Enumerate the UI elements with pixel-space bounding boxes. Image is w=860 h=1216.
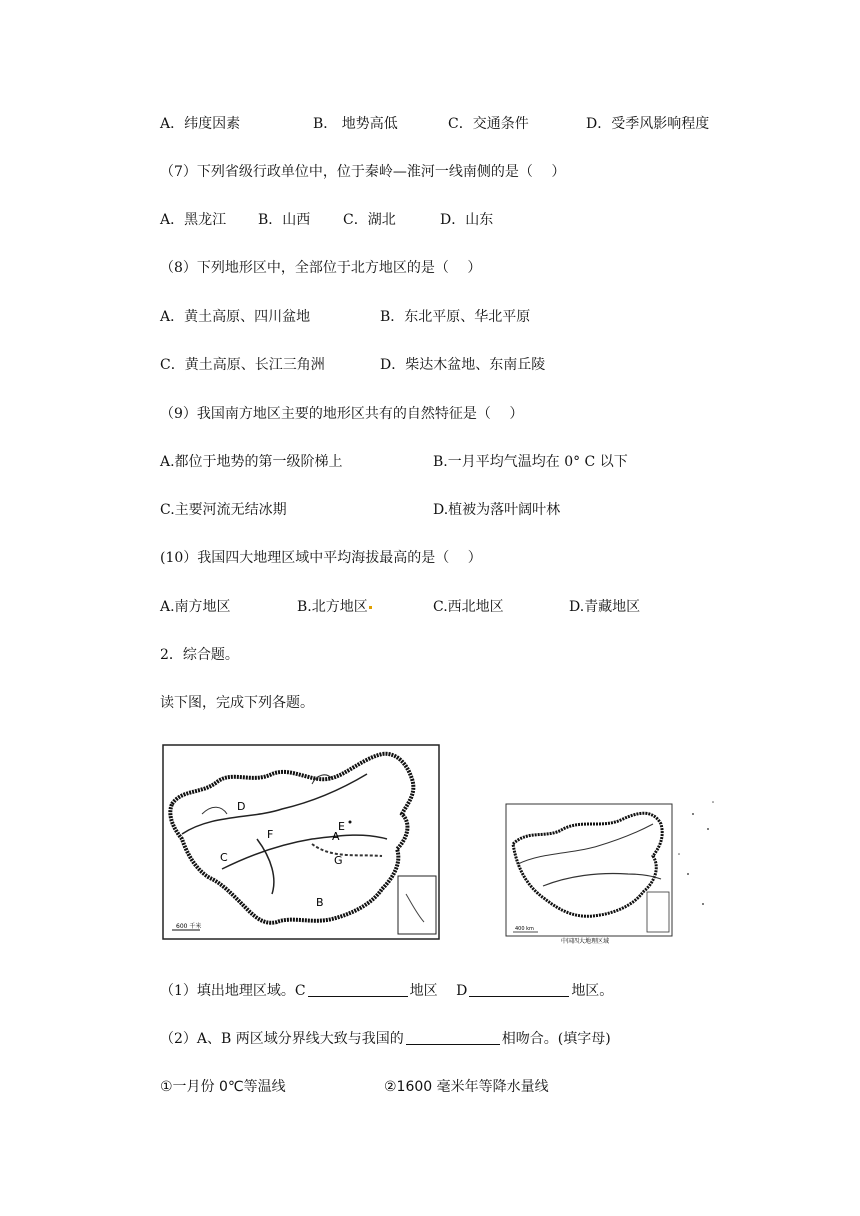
q7-stem: （7）下列省级行政单位中，位于秦岭—淮河一线南侧的是（ ） [160,164,566,180]
small-map-scale: 400 km [515,926,534,932]
blank-d[interactable] [469,982,569,997]
q7-option-d: D．山东 [440,212,494,228]
q8-stem: （8）下列地形区中，全部位于北方地区的是（ ） [160,260,482,276]
q7-option-a: A．黑龙江 [160,212,227,228]
q8-option-b: B．东北平原、华北平原 [380,309,531,325]
section-title: 2．综合题。 [160,647,239,663]
q9-option-a: A.都位于地势的第一级阶梯上 [160,454,343,470]
map-label-a: A [332,830,340,843]
q10-option-c: C.西北地区 [433,599,504,615]
q9-option-d: D.植被为落叶阔叶林 [433,502,561,518]
sub-question-2: （2）A、B 两区域分界线大致与我国的 相吻合。(填字母) [160,1031,611,1047]
q8-option-d: D．柴达木盆地、东南丘陵 [380,357,546,373]
q9-stem: （9）我国南方地区主要的地形区共有的自然特征是（ ） [160,406,524,422]
option-a: A．纬度因素 [160,116,241,132]
option-d: D．受季风影响程度 [586,116,710,132]
blank-c[interactable] [308,982,408,997]
option-b: B． 地势高低 [313,116,398,132]
map-label-c: C [220,851,228,864]
choice-2: ②1600 毫米年等降水量线 [384,1079,549,1095]
map-label-e: E [338,820,345,833]
map-label-b: B [316,896,324,909]
q7-option-c: C．湖北 [343,212,396,228]
map-label-f: F [267,828,274,841]
q10-option-b: B.北方地区 [297,596,372,616]
q9-option-c: C.主要河流无结冰期 [160,502,287,518]
china-four-regions-map [503,794,721,944]
option-c: C．交通条件 [448,116,529,132]
blank-answer[interactable] [406,1030,500,1045]
q10-option-d: D.青藏地区 [569,599,641,615]
china-region-map [162,744,440,940]
q10-stem: (10）我国四大地理区域中平均海拔最高的是（ ） [160,550,482,566]
intro-text: 读下图，完成下列各题。 [160,695,314,711]
q7-option-b: B．山西 [258,212,311,228]
map-label-g: G [334,854,343,867]
map-label-d: D [237,800,246,813]
small-map-caption: 中国四大地理区域 [561,938,610,944]
choice-1: ①一月份 0℃等温线 [160,1079,286,1095]
q8-option-c: C．黄土高原、长江三角洲 [160,357,325,373]
q10-option-a: A.南方地区 [160,599,231,615]
q9-option-b: B.一月平均气温均在 0° C 以下 [433,454,628,470]
sub-question-1: （1）填出地理区域。C 地区 D 地区。 [160,983,614,999]
map-scale: 600 千米 [176,923,202,930]
q8-option-a: A．黄土高原、四川盆地 [160,309,311,325]
